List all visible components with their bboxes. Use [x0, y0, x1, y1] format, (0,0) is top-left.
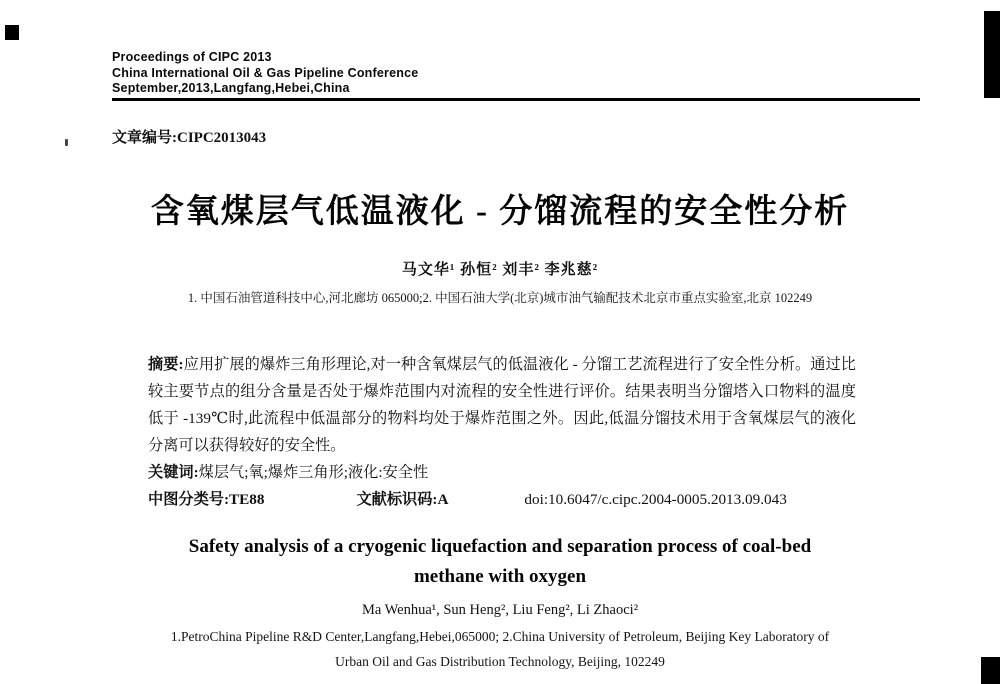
- scan-artifact-dot: [65, 139, 68, 146]
- scan-artifact-right-edge: [984, 11, 1000, 98]
- keywords-line: [148, 459, 856, 486]
- conference-date-line: September,2013,Langfang,Hebei,China: [112, 81, 350, 95]
- affiliation-chinese: 1. 中国石油管道科技中心,河北廊坊 065000;2. 中国石油大学(北京)城市油气输配技术北京市重点实验室,北京 102249: [187, 291, 813, 305]
- classification-row: [148, 486, 856, 513]
- keywords-text: 煤层气;氧;爆炸三角形;液化:安全性: [198, 464, 429, 481]
- abstract-paragraph: [148, 351, 856, 459]
- authors-chinese: 马文华¹ 孙恒² 刘丰² 李兆慈²: [401, 262, 599, 278]
- authors-english: Ma Wenhua¹, Sun Heng², Liu Feng², Li Zhaoci²: [361, 602, 639, 618]
- abstract-block: [148, 351, 856, 513]
- conference-header: [112, 50, 418, 97]
- paper-title-english-line2: methane with oxygen: [413, 566, 587, 587]
- clc-number: 中图分类号:TE88: [148, 491, 265, 508]
- article-number: 文章编号:CIPC2013043: [112, 130, 267, 146]
- paper-title-english-line1: Safety analysis of a cryogenic liquefaction and separation process of coal-bed: [188, 536, 812, 557]
- affiliation-english-line1: 1.PetroChina Pipeline R&D Center,Langfang,Hebei,065000; 2.China University of Petroleum, Beijing Key Laboratory of: [170, 629, 830, 644]
- document-code: 文献标识码:A: [356, 491, 449, 508]
- scan-artifact-top-left: [5, 25, 19, 40]
- affiliation-english-line2: Urban Oil and Gas Distribution Technology, Beijing, 102249: [335, 654, 665, 669]
- abstract-label: 摘要:: [148, 356, 184, 373]
- conference-name-line: China International Oil & Gas Pipeline Conference: [112, 65, 419, 80]
- doi-text: doi:10.6047/c.cipc.2004-0005.2013.09.043: [524, 491, 787, 508]
- paper-title-chinese: 含氧煤层气低温液化 - 分馏流程的安全性分析: [150, 194, 850, 230]
- keywords-label: 关键词:: [148, 464, 199, 481]
- abstract-text: 应用扩展的爆炸三角形理论,对一种含氧煤层气的低温液化 - 分馏工艺流程进行了安全性分析。通过比较主要节点的组分含量是否处于爆炸范围内对流程的安全性进行评价。结果表明当分馏塔入口物料的温度低于 -139℃时,此流程中低温部分的物料均处于爆炸范围之外。因此,低温分馏技术用于含氧煤层气的液化分离可以获得较好的安全性。: [148, 356, 856, 454]
- proceedings-line: Proceedings of CIPC 2013: [112, 50, 272, 64]
- header-divider: [112, 98, 920, 101]
